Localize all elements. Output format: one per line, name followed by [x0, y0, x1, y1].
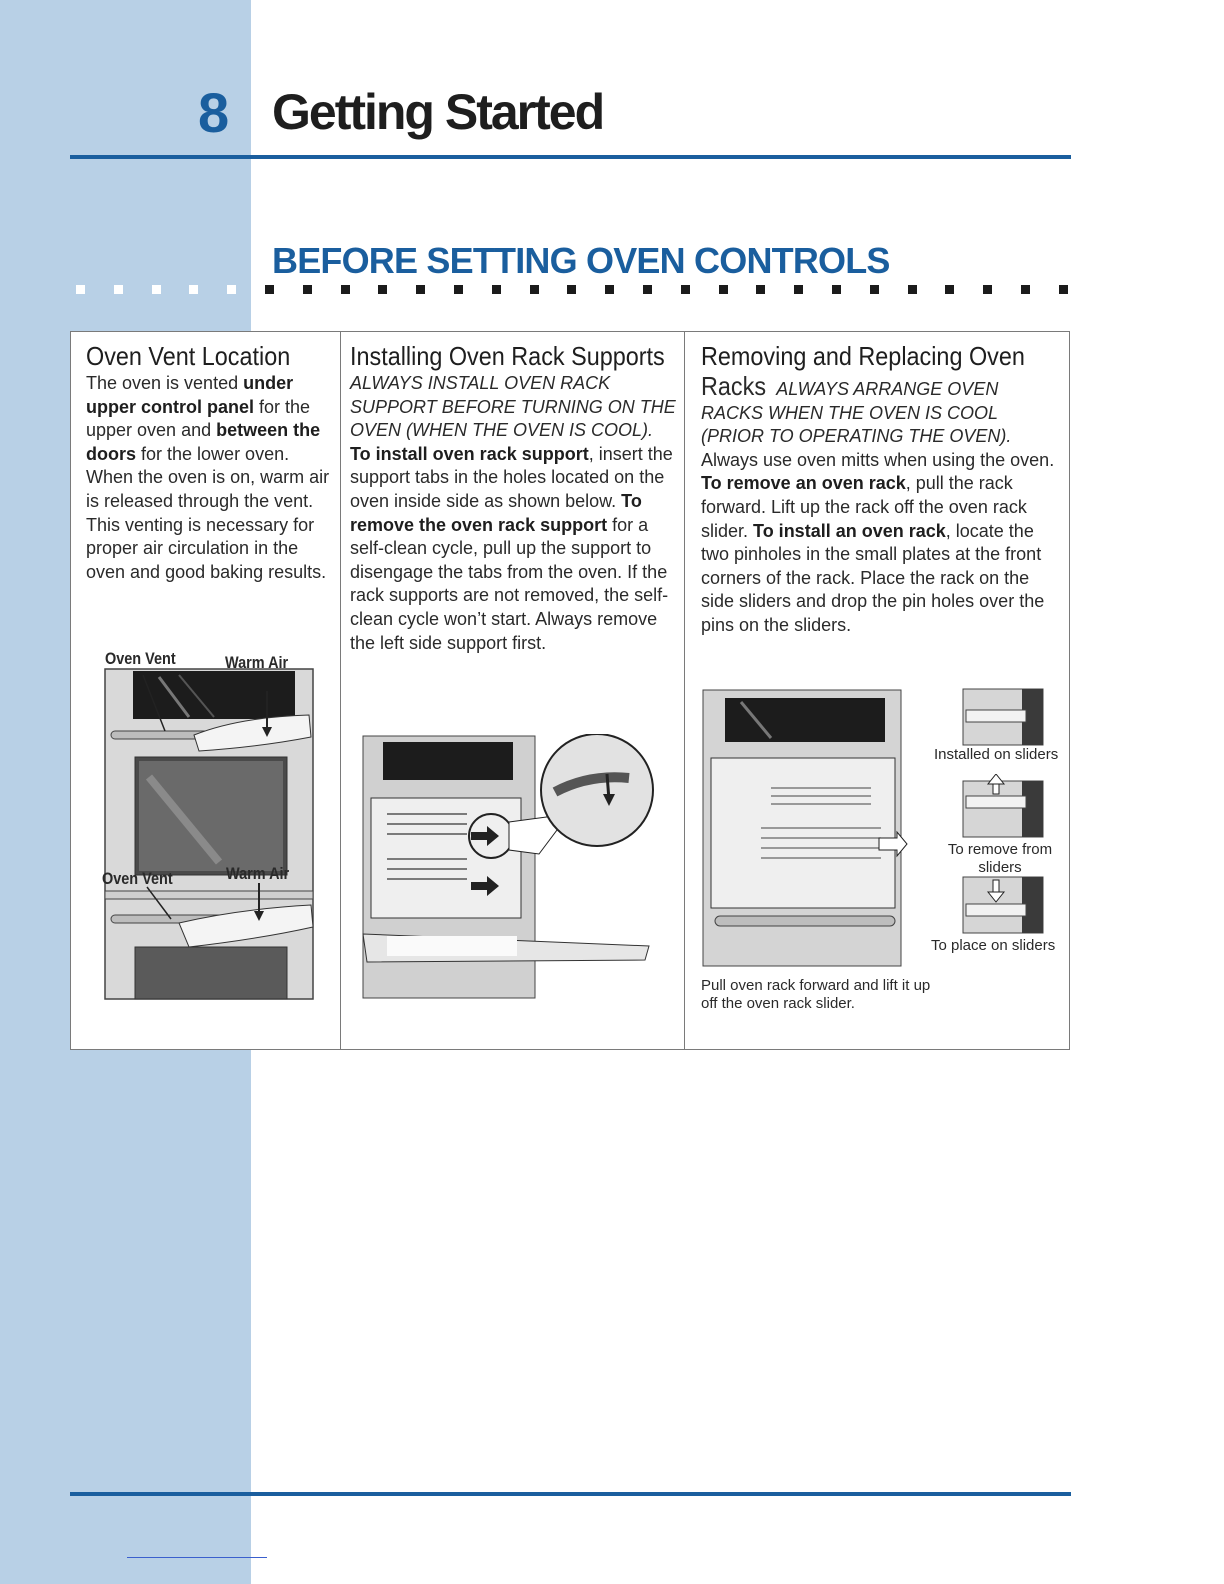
text-run: , pull the rack forward. Lift up the rack off the oven rack slider.	[701, 473, 1027, 541]
divider-dot	[152, 285, 161, 294]
oven-vent-paragraph	[86, 372, 331, 584]
header-rule	[70, 155, 1071, 159]
dotted-divider	[70, 285, 1070, 295]
page-title: Getting Started	[272, 84, 604, 140]
divider-dot	[492, 285, 501, 294]
removing-racks-paragraph	[701, 472, 1063, 637]
rack-supports-warning	[350, 372, 678, 443]
divider-dot	[341, 285, 350, 294]
oven-vent-illustration	[99, 647, 324, 1017]
divider-dot	[378, 285, 387, 294]
content-box	[70, 331, 1070, 1050]
column-divider	[340, 332, 341, 1049]
column-removing-racks	[701, 340, 1063, 638]
slider-installed-caption: Installed on sliders	[934, 746, 1059, 763]
divider-dot	[681, 285, 690, 294]
bold-run: To install an oven rack	[753, 520, 946, 541]
removing-racks-heading: Removing and Replacing Oven	[701, 341, 1025, 371]
section-title: BEFORE SETTING OVEN CONTROLS	[272, 240, 890, 281]
warm-air-label: Warm Air	[225, 653, 289, 672]
divider-dot	[1059, 285, 1068, 294]
divider-dot	[643, 285, 652, 294]
rack-supports-paragraph	[350, 443, 678, 655]
divider-dot	[983, 285, 992, 294]
divider-dot	[454, 285, 463, 294]
slider-place-illustration	[962, 876, 1044, 934]
text-run: for the upper oven and	[86, 396, 311, 441]
oven-vent-heading: Oven Vent Location	[86, 341, 291, 371]
divider-dot	[719, 285, 728, 294]
footer-rule	[70, 1492, 1071, 1496]
divider-dot	[303, 285, 312, 294]
divider-dot	[416, 285, 425, 294]
divider-dot	[794, 285, 803, 294]
column-rack-supports	[350, 340, 678, 655]
slider-remove-caption: To remove from sliders	[947, 841, 1053, 876]
oven-mitts-note: Always use oven mitts when using the oven.	[701, 449, 1055, 470]
divider-dot	[114, 285, 123, 294]
rack-support-illustration	[359, 734, 659, 1000]
divider-dot	[605, 285, 614, 294]
text-run: for a self-clean cycle, pull up the support to disengage the tabs from the oven. If the rack supports are not removed, the self-clean cycle won’t start. Always remove the left side support first.	[350, 514, 669, 653]
column-oven-vent	[86, 340, 331, 584]
footer-link-line	[127, 1557, 267, 1558]
divider-dot	[76, 285, 85, 294]
text-run: , insert the support tabs in the holes located on the oven inside side as shown below.	[350, 443, 673, 511]
slider-installed-illustration	[962, 688, 1044, 746]
removing-racks-warning	[701, 371, 1063, 449]
divider-dot	[870, 285, 879, 294]
divider-dot	[908, 285, 917, 294]
italic-run: ALWAYS INSTALL OVEN RACK SUPPORT BEFORE TURNING ON THE OVEN (WHEN THE OVEN IS COOL).	[350, 373, 676, 441]
oven-vent-label: Oven Vent	[105, 649, 176, 668]
bold-run: under upper control panel	[86, 373, 294, 417]
bold-run: To remove the oven rack support	[350, 490, 642, 535]
oven-vent-label: Oven Vent	[102, 869, 173, 888]
bold-run: between the doors	[86, 420, 321, 464]
text-run: The oven is vented	[86, 373, 244, 393]
divider-dot	[189, 285, 198, 294]
divider-dot	[945, 285, 954, 294]
bold-run: To remove an oven rack	[701, 473, 906, 494]
bold-run: To install oven rack support	[350, 443, 589, 464]
removing-racks-heading-cont: Racks	[701, 371, 767, 401]
italic-run: ALWAYS ARRANGE OVEN RACKS WHEN THE OVEN IS COOL (PRIOR TO OPERATING THE OVEN).	[701, 379, 1012, 447]
divider-dot	[227, 285, 236, 294]
text-run: for the lower oven. When the oven is on, warm air is released through the vent. This venting is necessary for proper air circulation in the oven and good baking results.	[86, 443, 330, 582]
page-number: 8	[198, 81, 230, 144]
divider-dot	[1021, 285, 1030, 294]
oven-rack-illustration	[701, 688, 911, 968]
slider-place-caption: To place on sliders	[931, 937, 1056, 954]
divider-dot	[530, 285, 539, 294]
rack-supports-heading: Installing Oven Rack Supports	[350, 341, 665, 371]
divider-dot	[265, 285, 274, 294]
divider-dot	[832, 285, 841, 294]
divider-dot	[567, 285, 576, 294]
slider-remove-illustration	[962, 774, 1044, 838]
column-divider	[684, 332, 685, 1049]
warm-air-label: Warm Air	[226, 864, 290, 883]
divider-dot	[756, 285, 765, 294]
oven-rack-caption: Pull oven rack forward and lift it up off the oven rack slider.	[701, 977, 931, 1012]
text-run: , locate the two pinholes in the small plates at the front corners of the rack. Place the rack on the side sliders and drop the pin holes over the pins on the sliders.	[701, 520, 1045, 635]
